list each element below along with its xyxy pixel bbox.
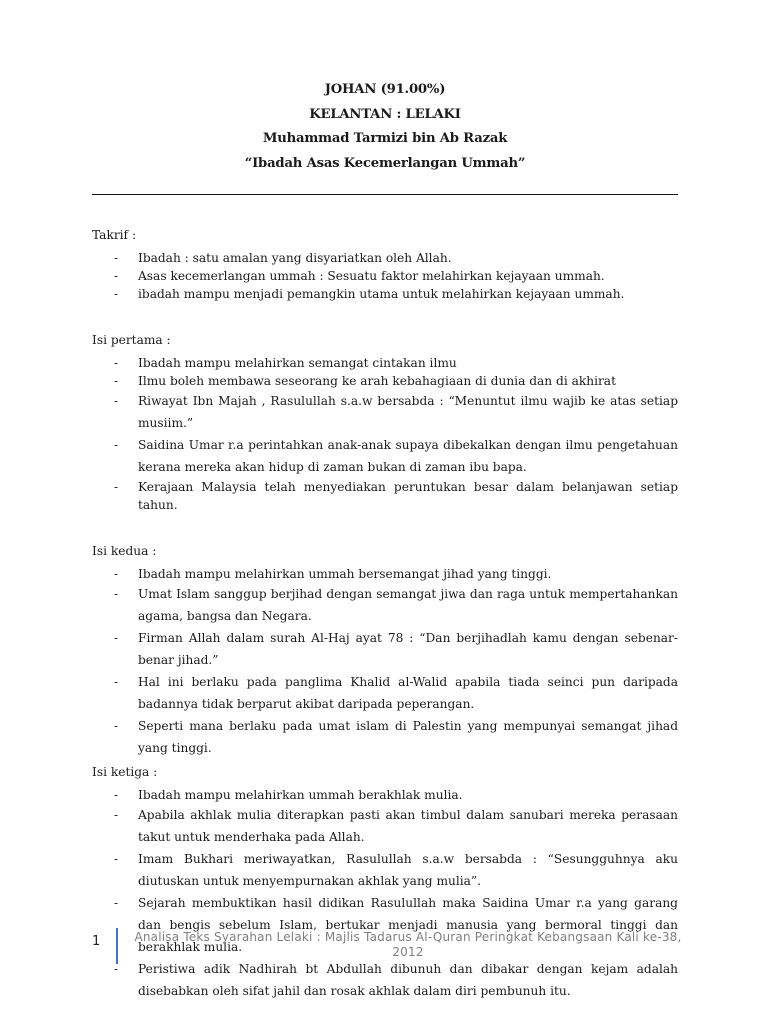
page-footer <box>92 928 682 966</box>
list-item-text: Umat Islam sanggup berjihad dengan semangat jiwa dan raga untuk mempertahankan agama, bangsa dan Negara. <box>138 587 678 623</box>
list-item <box>92 583 678 627</box>
bullet-dash: - <box>114 269 119 283</box>
list-item-text: Firman Allah dalam surah Al-Haj ayat 78 : “Dan berjihadlah kamu dengan sebenar-benar jihad.” <box>138 631 678 667</box>
section-title: Isi pertama : <box>92 333 171 347</box>
list-item-text: Imam Bukhari meriwayatkan, Rasulullah s.a.w bersabda : “Sesungguhnya aku diutuskan untuk menyempurnakan akhlak yang mulia”. <box>138 852 678 888</box>
list-item-text: Peristiwa adik Nadhirah bt Abdullah dibunuh dan dibakar dengan kejam adalah disebabkan oleh sifat jahil dan rosak akhlak dalam diri pembunuh itu. <box>138 962 678 998</box>
bullet-dash: - <box>114 251 119 265</box>
list-item <box>92 372 678 390</box>
section-takrif <box>92 226 678 303</box>
bullet-list <box>92 354 678 514</box>
bullet-dash: - <box>114 356 119 370</box>
list-item <box>92 627 678 671</box>
section-isi-ketiga <box>92 763 678 1002</box>
list-item-text: Ibadah : satu amalan yang disyariatkan oleh Allah. <box>138 251 452 265</box>
bullet-dash: - <box>114 852 119 866</box>
list-item-text: Ibadah mampu melahirkan ummah berakhlak mulia. <box>138 788 463 802</box>
list-item-text: Hal ini berlaku pada panglima Khalid al-Walid apabila tiada seinci pun daripada badannya tidak berparut akibat daripada peperangan. <box>138 675 678 711</box>
list-item <box>92 249 678 267</box>
bullet-dash: - <box>114 788 119 802</box>
bullet-dash: - <box>114 896 119 910</box>
list-item <box>92 434 678 478</box>
document-header <box>92 78 678 176</box>
section-title: Takrif : <box>92 228 137 242</box>
section-title: Isi ketiga : <box>92 765 158 779</box>
document-body <box>92 226 678 1002</box>
section-isi-kedua <box>92 542 678 759</box>
list-item <box>92 354 678 372</box>
section-title: Isi kedua : <box>92 544 157 558</box>
bullet-dash: - <box>114 480 119 494</box>
list-item-text: Asas kecemerlangan ummah : Sesuatu faktor melahirkan kejayaan ummah. <box>138 269 605 283</box>
speaker-name: Muhammad Tarmizi bin Ab Razak <box>262 131 508 146</box>
bullet-dash: - <box>114 394 119 408</box>
list-item <box>92 848 678 892</box>
list-item-text: Saidina Umar r.a perintahkan anak-anak supaya dibekalkan dengan ilmu pengetahuan kerana mereka akan hidup di zaman bukan di zaman ibu bapa. <box>138 438 678 474</box>
result-heading: JOHAN (91.00%) <box>324 82 446 97</box>
list-item-text: Ilmu boleh membawa seseorang ke arah kebahagiaan di dunia dan di akhirat <box>138 374 616 388</box>
list-item-text: Riwayat Ibn Majah , Rasulullah s.a.w bersabda : “Menuntut ilmu wajib ke atas setiap musiim.” <box>138 394 678 430</box>
section-isi-pertama <box>92 331 678 514</box>
page-number: 1 <box>92 934 101 949</box>
list-item <box>92 478 678 514</box>
bullet-dash: - <box>114 374 119 388</box>
list-item-text: Apabila akhlak mulia diterapkan pasti akan timbul dalam sanubari mereka perasaan takut untuk menderhaka pada Allah. <box>138 808 678 844</box>
list-item <box>92 786 678 804</box>
bullet-list <box>92 249 678 303</box>
list-item <box>92 390 678 434</box>
bullet-dash: - <box>114 438 119 452</box>
list-item-text: Ibadah mampu melahirkan ummah bersemangat jihad yang tinggi. <box>138 567 552 581</box>
bullet-dash: - <box>114 287 119 301</box>
bullet-dash: - <box>114 719 119 733</box>
list-item-text: Seperti mana berlaku pada umat islam di Palestin yang mempunyai semangat jihad yang tinggi. <box>138 719 678 755</box>
list-item <box>92 267 678 285</box>
bullet-list <box>92 565 678 759</box>
bullet-dash: - <box>114 587 119 601</box>
speech-topic: “Ibadah Asas Kecemerlangan Ummah” <box>244 155 526 171</box>
list-item-text: Sejarah membuktikan hasil didikan Rasulullah maka Saidina Umar r.a yang garang dan bengis sebelum Islam, bertukar menjadi manusia yang bermoral tinggi dan berakhlak mulia. <box>138 896 678 954</box>
list-item <box>92 804 678 848</box>
list-item <box>92 285 678 303</box>
header-divider <box>92 194 678 195</box>
list-item <box>92 565 678 583</box>
bullet-dash: - <box>114 675 119 689</box>
list-item-text: Ibadah mampu melahirkan semangat cintakan ilmu <box>138 356 457 370</box>
list-item <box>92 671 678 715</box>
list-item <box>92 715 678 759</box>
bullet-dash: - <box>114 567 119 581</box>
footer-divider <box>116 928 118 964</box>
category-heading: KELANTAN : LELAKI <box>309 106 461 122</box>
list-item-text: ibadah mampu menjadi pemangkin utama untuk melahirkan kejayaan ummah. <box>138 287 625 301</box>
bullet-list <box>92 786 678 1002</box>
bullet-dash: - <box>114 962 119 976</box>
bullet-dash: - <box>114 631 119 645</box>
footer-text: Analisa Teks Syarahan Lelaki : Majlis Tadarus Al-Quran Peringkat Kebangsaan Kali ke-38, 2012 <box>134 930 682 959</box>
list-item-text: Kerajaan Malaysia telah menyediakan peruntukan besar dalam belanjawan setiap tahun. <box>138 480 678 512</box>
bullet-dash: - <box>114 808 119 822</box>
